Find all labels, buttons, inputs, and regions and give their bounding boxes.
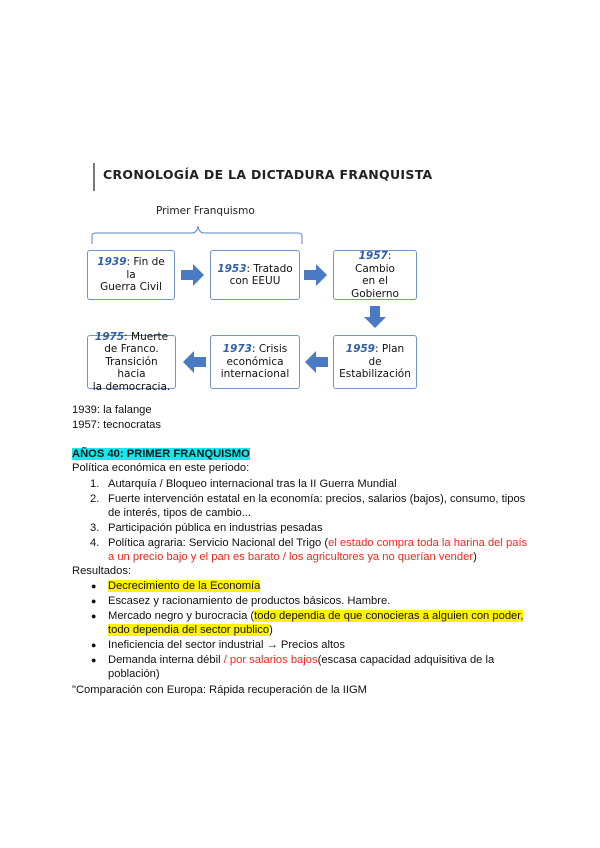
timeline-year: 1973 (222, 343, 252, 356)
bullet-icon: ● (91, 640, 97, 650)
result-text: Demanda interna débil (108, 654, 224, 666)
result-highlight: todo dependia del sector publico (108, 624, 270, 636)
list-number: 3. (90, 522, 100, 534)
timeline-text: : Tratado (246, 262, 293, 275)
result-text: Decrecimiento de la Economía (108, 580, 261, 592)
timeline-text: en el Gobierno (351, 275, 399, 300)
page-title: CRONOLOGÍA DE LA DICTADURA FRANQUISTA (103, 167, 433, 182)
timeline-text: internacional (220, 368, 290, 381)
timeline-text: : Plan de (368, 343, 405, 368)
result-item (108, 609, 523, 623)
timeline-text: Transición hacia (105, 355, 158, 381)
brace-label: Primer Franquismo (156, 205, 255, 217)
timeline-year: 1959 (345, 343, 375, 356)
result-text: ) (269, 624, 273, 636)
timeline-year: 1957 (358, 250, 388, 262)
policy-text: ) (473, 551, 477, 563)
timeline-text: : Crisis (251, 343, 288, 356)
arrow-right-icon (304, 264, 328, 286)
timeline-text: : Cambio (354, 250, 395, 275)
title-accent-bar (93, 163, 95, 191)
comparison-text: "Comparación con Europa: Rápida recuperación de la IIGM (72, 684, 368, 696)
timeline-text: con EEUU (229, 275, 281, 287)
result-item-cont (108, 623, 273, 637)
list-number: 1. (90, 478, 100, 490)
result-text: (escasa capacidad adquisitiva de la (317, 654, 495, 666)
timeline-box-1975 (87, 330, 176, 393)
policy-item: Participación pública en industrias pesadas (108, 522, 323, 534)
timeline-year: 1953 (217, 262, 247, 275)
brace-icon (90, 216, 304, 246)
policy-item-cont (108, 550, 477, 564)
arrow-left-icon (304, 351, 328, 373)
policy-item (108, 536, 527, 550)
timeline-text: : Muerte (124, 330, 169, 343)
policy-red-text: a un precio bajo y el pan es barato / los agricultores ya no querían vender (108, 551, 474, 563)
bullet-icon: ● (91, 581, 97, 591)
timeline-box-1959 (333, 335, 417, 389)
arrow-right-icon (181, 264, 205, 286)
timeline-text: económica (226, 355, 284, 368)
policy-item-cont: de interés, tipos de cambio... (108, 507, 252, 519)
timeline-text: la democracia. (92, 380, 171, 393)
note-line: 1957: tecnocratas (72, 419, 161, 431)
results-label: Resultados: (72, 565, 132, 577)
policy-red-text: el estado compra toda la harina del país (328, 537, 528, 549)
timeline-text: : Fin de la (126, 256, 165, 281)
bullet-icon: ● (91, 596, 97, 606)
result-text: Mercado negro y burocracia ( (108, 610, 255, 622)
timeline-box-1939 (87, 250, 175, 300)
timeline-box-1953 (210, 250, 300, 300)
bullet-icon: ● (91, 655, 97, 665)
intro-text: Política económica en este periodo: (72, 462, 250, 474)
result-item: Ineficiencia del sector industrial → Precios altos (108, 639, 345, 651)
arrow-down-icon (364, 306, 386, 328)
arrow-left-icon (182, 351, 206, 373)
result-item (108, 579, 260, 593)
result-item-cont: población) (108, 668, 160, 680)
timeline-text: Estabilización (339, 368, 411, 381)
result-red-text: / por salarios bajos (223, 654, 318, 666)
timeline-year: 1939 (97, 256, 127, 269)
list-number: 4. (90, 537, 100, 549)
timeline-text: de Franco. (104, 343, 159, 356)
policy-item: Fuerte intervención estatal en la economía: precios, salarios (bajos), consumo, tipos (108, 493, 526, 505)
policy-text: Política agraria: Servicio Nacional del Trigo ( (108, 537, 329, 549)
timeline-text: Guerra Civil (100, 281, 162, 294)
result-item (108, 653, 494, 667)
result-item: Escasez y racionamiento de productos básicos. Hambre. (108, 595, 391, 607)
policy-item: Autarquía / Bloqueo internacional tras la II Guerra Mundial (108, 478, 397, 490)
section-heading: AÑOS 40: PRIMER FRANQUISMO (72, 448, 250, 460)
timeline-year: 1975 (94, 330, 125, 343)
list-number: 2. (90, 493, 100, 505)
result-highlight: todo dependia de que conocieras a alguien con poder, (254, 610, 524, 622)
note-line: 1939: la falange (72, 404, 152, 416)
bullet-icon: ● (91, 611, 97, 621)
timeline-box-1973 (210, 335, 300, 389)
timeline-box-1957 (333, 250, 417, 300)
